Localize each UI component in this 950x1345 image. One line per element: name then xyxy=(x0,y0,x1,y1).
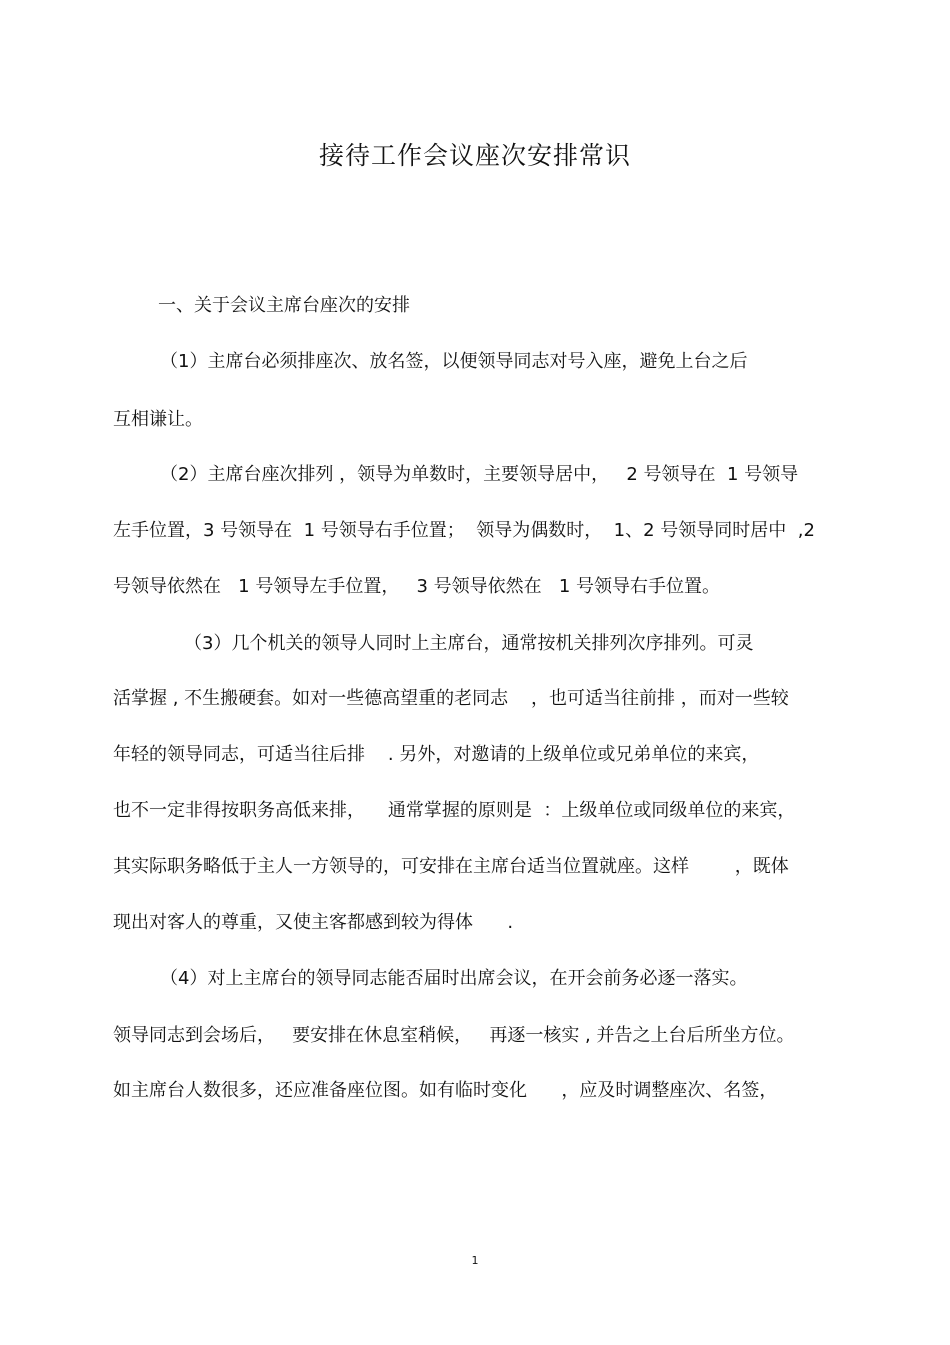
document-title: 接待工作会议座次安排常识 xyxy=(318,141,631,170)
paragraph-3-line-4: 也不一定非得按职务高低来排， 通常掌握的原则是 ：上级单位或同级单位的来宾， xyxy=(113,800,796,821)
paragraph-1-line-1: （1）主席台必须排座次、放名签，以便领导同志对号入座，避免上台之后 xyxy=(160,351,748,372)
paragraph-2-line-1: （2）主席台座次排列 ，领导为单数时，主要领导居中， 2 号领导在 1 号领导 xyxy=(160,464,799,485)
paragraph-3-line-5: 其实际职务略低于主人一方领导的，可安排在主席台适当位置就座。这样 ，既体 xyxy=(113,856,789,877)
paragraph-3-line-2: 活掌握 , 不生搬硬套。如对一些德高望重的老同志 ，也可适当往前排 ，而对一些较 xyxy=(113,688,789,709)
paragraph-3-line-1: （3）几个机关的领导人同时上主席台，通常按机关排列次序排列。可灵 xyxy=(184,633,754,654)
section-heading: 一、关于会议主席台座次的安排 xyxy=(158,295,410,316)
paragraph-2-line-3: 号领导依然在 1 号领导左手位置， 3 号领导依然在 1 号领导右手位置。 xyxy=(113,576,721,597)
paragraph-4-line-2: 领导同志到会场后， 要安排在休息室稍候， 再逐一核实 , 并告之上台后所坐方位。 xyxy=(113,1025,795,1046)
paragraph-1-line-2: 互相谦让。 xyxy=(113,409,203,430)
paragraph-4-line-3: 如主席台人数很多，还应准备座位图。如有临时变化 ，应及时调整座次、名签， xyxy=(113,1080,778,1101)
page-number: 1 xyxy=(471,1254,479,1267)
paragraph-3-line-3: 年轻的领导同志，可适当往后排 . 另外，对邀请的上级单位或兄弟单位的来宾， xyxy=(113,744,760,765)
paragraph-4-line-1: （4）对上主席台的领导同志能否届时出席会议，在开会前务必逐一落实。 xyxy=(160,968,748,989)
paragraph-3-line-6: 现出对客人的尊重，又使主客都感到较为得体 . xyxy=(113,912,514,933)
paragraph-2-line-2: 左手位置，3 号领导在 1 号领导右手位置； 领导为偶数时， 1、2 号领导同时居中 ,2 xyxy=(113,520,815,541)
